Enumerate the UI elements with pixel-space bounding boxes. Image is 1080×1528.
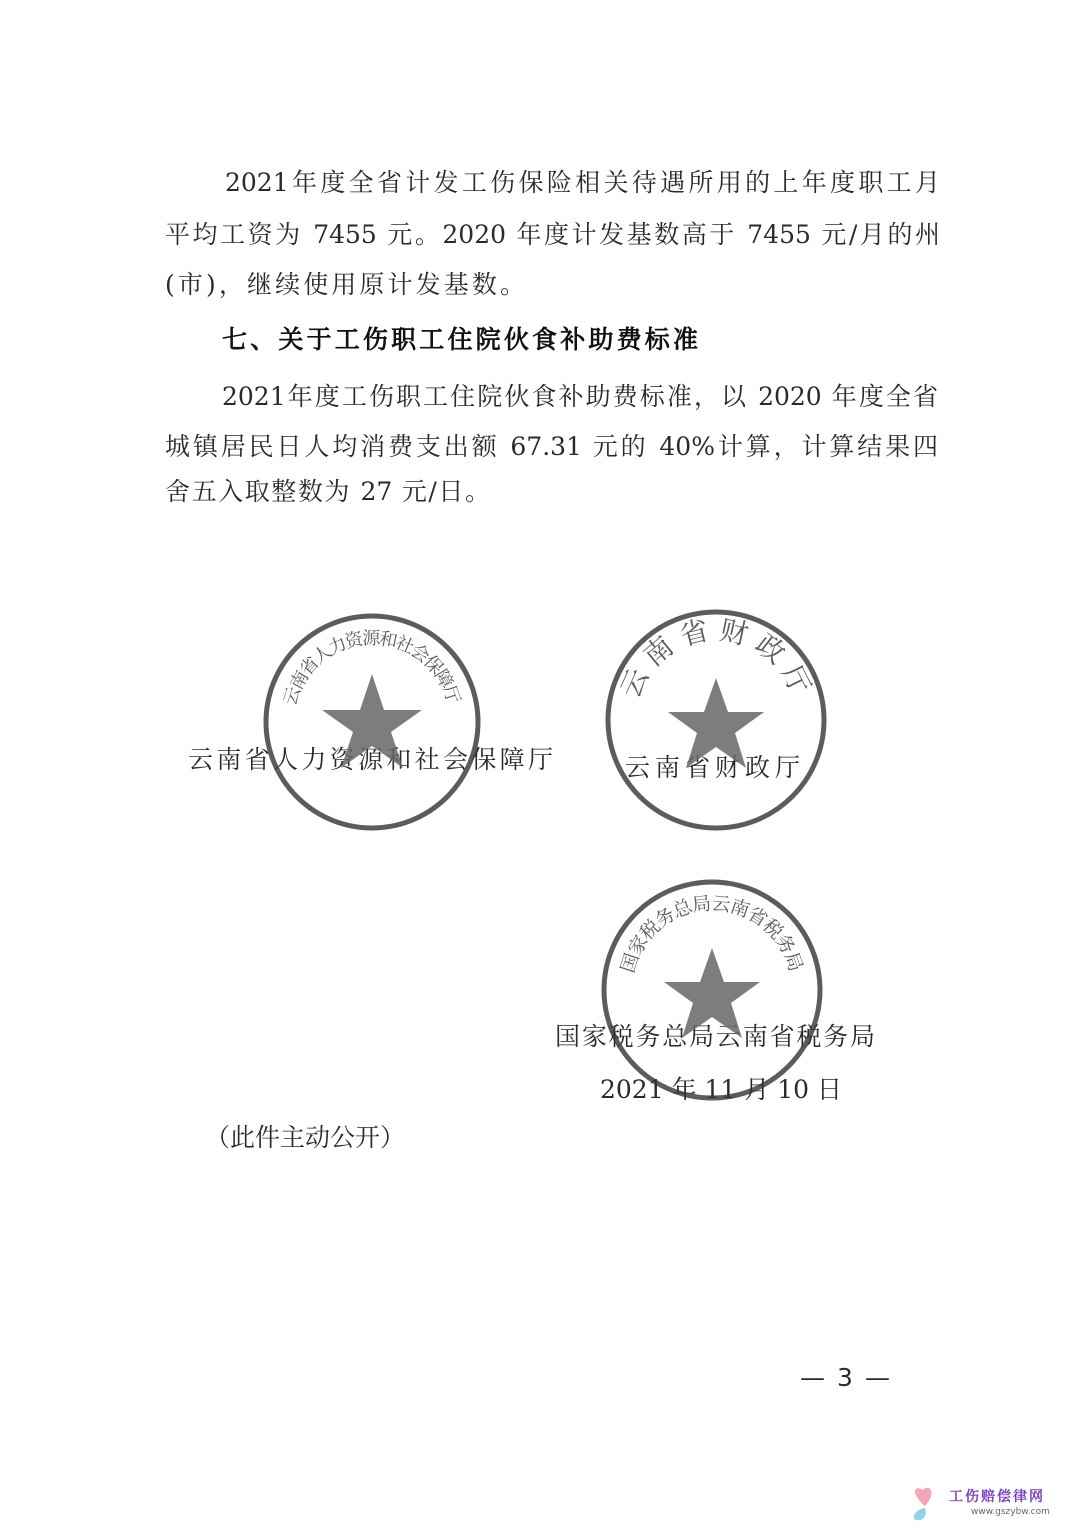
star-icon [668, 678, 764, 768]
star-icon [664, 948, 760, 1038]
finance-seal [604, 608, 828, 832]
hr-seal [262, 612, 482, 832]
finance-seal-text: 云南省财政厅 [613, 613, 818, 703]
signature-hr-dept: 云南省人力资源和社会保障厅 [188, 745, 553, 774]
tax-seal [600, 878, 824, 1102]
paragraph-line: 2021年度工伤职工住院伙食补助费标准，以 2020 年度全省 [222, 382, 938, 411]
signature-tax-bureau: 国家税务总局云南省税务局 [555, 1022, 875, 1051]
hr-seal-text: 云南省人力资源和社会保障厅 [279, 628, 464, 708]
paragraph-line: (市)，继续使用原计发基数。 [165, 270, 525, 299]
paragraph-line: 2021年度全省计发工伤保险相关待遇所用的上年度职工月 [225, 168, 940, 197]
paragraph-line: 平均工资为 7455 元。2020 年度计发基数高于 7455 元/月的州 [165, 220, 940, 249]
watermark-title: 工伤赔偿律网 [949, 1489, 1045, 1505]
tax-seal-text: 国家税务总局云南省税务局 [616, 892, 807, 976]
page-number: — 3 — [800, 1363, 890, 1392]
butterfly-logo-icon [905, 1484, 945, 1524]
watermark-url: www.gszybw.com [971, 1507, 1050, 1517]
disclosure-note: （此件主动公开） [205, 1123, 406, 1152]
section-heading: 七、关于工伤职工住院伙食补助费标准 [222, 325, 698, 354]
site-watermark [905, 1484, 1077, 1524]
signature-date: 2021 年 11 月 10 日 [600, 1075, 842, 1104]
paragraph-line: 舍五入取整数为 27 元/日。 [165, 477, 490, 506]
paragraph-line: 城镇居民日人均消费支出额 67.31 元的 40%计算，计算结果四 [165, 432, 938, 461]
star-icon [322, 674, 422, 768]
signature-finance-dept: 云南省财政厅 [625, 753, 800, 782]
